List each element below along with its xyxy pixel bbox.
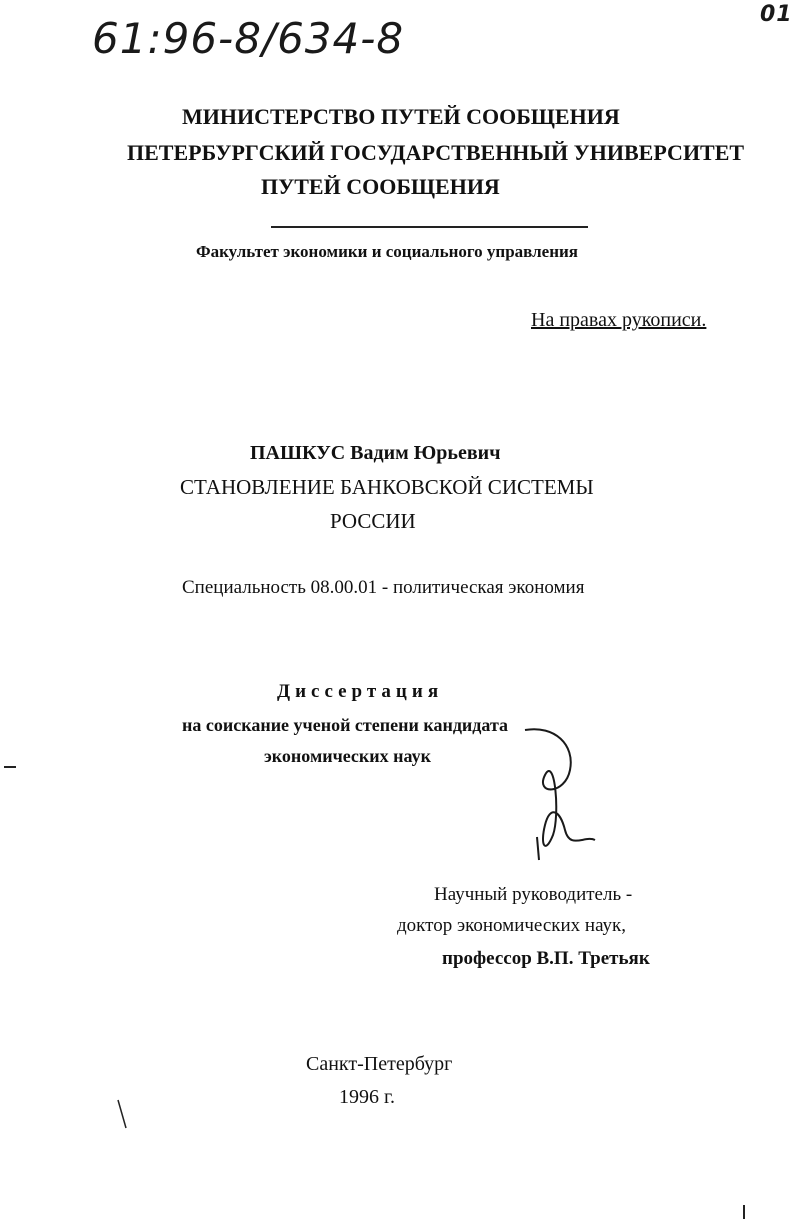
ministry-title: МИНИСТЕРСТВО ПУТЕЙ СООБЩЕНИЯ [182,104,620,129]
university-title-line2: ПУТЕЙ СООБЩЕНИЯ [261,174,500,199]
specialty: Специальность 08.00.01 - политическая экономия [182,577,585,598]
supervisor-role: Научный руководитель - [434,884,633,905]
scan-mark-bottom-right [743,1205,745,1219]
scan-mark-left [116,1098,136,1138]
handwritten-corner-mark: 01 [760,2,793,27]
supervisor-name: профессор В.П. Третьяк [442,948,650,969]
faculty-name: Факультет экономики и социального управления [196,242,578,261]
university-title-line1: ПЕТЕРБУРГСКИЙ ГОСУДАРСТВЕННЫЙ УНИВЕРСИТЕТ [127,140,745,165]
year: 1996 г. [339,1086,395,1108]
dissertation-label: Диссертация [277,681,444,702]
scan-dash-left [4,766,16,768]
city: Санкт-Петербург [306,1053,453,1075]
dissertation-line2: экономических наук [264,746,431,766]
author-name: ПАШКУС Вадим Юрьевич [250,442,501,464]
thesis-title-line2: РОССИИ [330,509,416,533]
supervisor-degree: доктор экономических наук, [397,915,627,936]
manuscript-note: На правах рукописи. [531,309,707,331]
header-divider [271,226,588,228]
handwritten-catalog-number: 61:96-8/634-8 [92,14,405,63]
thesis-title-line1: СТАНОВЛЕНИЕ БАНКОВСКОЙ СИСТЕМЫ [180,475,594,499]
dissertation-line1: на соискание ученой степени кандидата [182,715,509,735]
signature [515,725,605,865]
